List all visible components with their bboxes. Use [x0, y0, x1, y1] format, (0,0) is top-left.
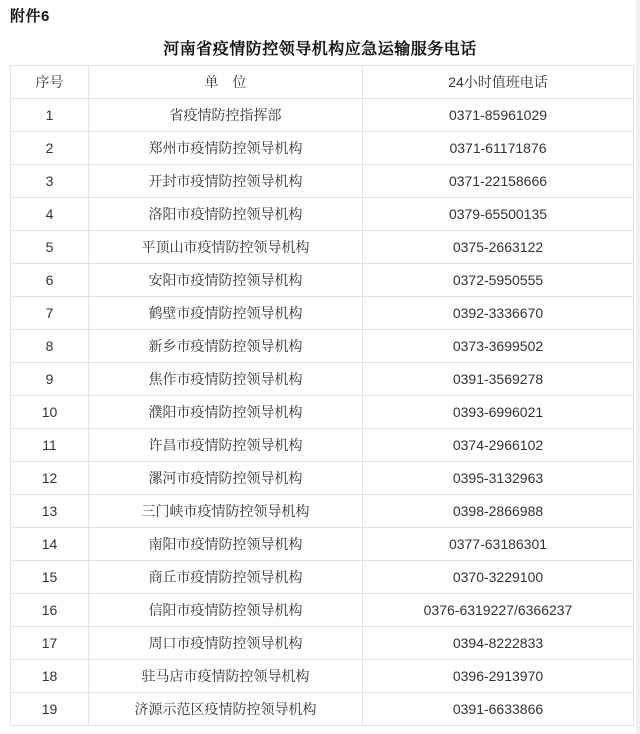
cell-unit: 洛阳市疫情防控领导机构: [89, 198, 363, 231]
cell-unit: 信阳市疫情防控领导机构: [89, 594, 363, 627]
table-row: [11, 363, 634, 396]
cell-serial-number: 13: [11, 495, 89, 528]
cell-duty-phone: 0377-63186301: [363, 528, 634, 561]
table-row: [11, 231, 634, 264]
cell-unit: 周口市疫情防控领导机构: [89, 627, 363, 660]
cell-serial-number: 16: [11, 594, 89, 627]
cell-duty-phone: 0372-5950555: [363, 264, 634, 297]
cell-duty-phone: 0398-2866988: [363, 495, 634, 528]
cell-duty-phone: 0391-3569278: [363, 363, 634, 396]
cell-unit: 漯河市疫情防控领导机构: [89, 462, 363, 495]
cell-duty-phone: 0392-3336670: [363, 297, 634, 330]
cell-serial-number: 14: [11, 528, 89, 561]
cell-duty-phone: 0374-2966102: [363, 429, 634, 462]
table-row: [11, 264, 634, 297]
cell-duty-phone: 0395-3132963: [363, 462, 634, 495]
table-row: [11, 198, 634, 231]
cell-unit: 驻马店市疫情防控领导机构: [89, 660, 363, 693]
cell-unit: 新乡市疫情防控领导机构: [89, 330, 363, 363]
header-duty-phone: 24小时值班电话: [363, 66, 634, 99]
cell-unit: 安阳市疫情防控领导机构: [89, 264, 363, 297]
cell-serial-number: 3: [11, 165, 89, 198]
cell-serial-number: 5: [11, 231, 89, 264]
cell-duty-phone: 0371-61171876: [363, 132, 634, 165]
cell-serial-number: 15: [11, 561, 89, 594]
cell-duty-phone: 0371-22158666: [363, 165, 634, 198]
cell-duty-phone: 0379-65500135: [363, 198, 634, 231]
header-serial-number: 序号: [11, 66, 89, 99]
table-row: [11, 627, 634, 660]
cell-duty-phone: 0373-3699502: [363, 330, 634, 363]
table-row: [11, 429, 634, 462]
cell-unit: 开封市疫情防控领导机构: [89, 165, 363, 198]
cell-serial-number: 17: [11, 627, 89, 660]
cell-duty-phone: 0375-2663122: [363, 231, 634, 264]
table-header-row: [11, 66, 634, 99]
cell-duty-phone: 0396-2913970: [363, 660, 634, 693]
cell-duty-phone: 0394-8222833: [363, 627, 634, 660]
cell-serial-number: 10: [11, 396, 89, 429]
cell-serial-number: 7: [11, 297, 89, 330]
cell-duty-phone: 0370-3229100: [363, 561, 634, 594]
table-row: [11, 132, 634, 165]
table-row: [11, 528, 634, 561]
cell-serial-number: 8: [11, 330, 89, 363]
page-title: 河南省疫情防控领导机构应急运输服务电话: [163, 41, 477, 58]
cell-serial-number: 2: [11, 132, 89, 165]
cell-serial-number: 19: [11, 693, 89, 726]
cell-serial-number: 11: [11, 429, 89, 462]
cell-unit: 南阳市疫情防控领导机构: [89, 528, 363, 561]
cell-duty-phone: 0371-85961029: [363, 99, 634, 132]
table-row: [11, 561, 634, 594]
cell-duty-phone: 0391-6633866: [363, 693, 634, 726]
table-row: [11, 330, 634, 363]
cell-unit: 省疫情防控指挥部: [89, 99, 363, 132]
cell-unit: 许昌市疫情防控领导机构: [89, 429, 363, 462]
table-row: [11, 495, 634, 528]
cell-serial-number: 18: [11, 660, 89, 693]
table-row: [11, 396, 634, 429]
header-unit: 单 位: [89, 66, 363, 99]
image-edge-strip: [636, 0, 640, 734]
table-row: [11, 165, 634, 198]
cell-unit: 济源示范区疫情防控领导机构: [89, 693, 363, 726]
cell-serial-number: 12: [11, 462, 89, 495]
cell-serial-number: 4: [11, 198, 89, 231]
cell-unit: 商丘市疫情防控领导机构: [89, 561, 363, 594]
table-row: [11, 297, 634, 330]
cell-duty-phone: 0376-6319227/6366237: [363, 594, 634, 627]
table-row: [11, 693, 634, 726]
cell-unit: 濮阳市疫情防控领导机构: [89, 396, 363, 429]
cell-serial-number: 9: [11, 363, 89, 396]
cell-unit: 平顶山市疫情防控领导机构: [89, 231, 363, 264]
cell-serial-number: 6: [11, 264, 89, 297]
phone-table: [10, 65, 634, 726]
table-row: [11, 594, 634, 627]
cell-duty-phone: 0393-6996021: [363, 396, 634, 429]
cell-unit: 三门峡市疫情防控领导机构: [89, 495, 363, 528]
table-row: [11, 462, 634, 495]
cell-unit: 焦作市疫情防控领导机构: [89, 363, 363, 396]
table-row: [11, 99, 634, 132]
cell-unit: 鹤壁市疫情防控领导机构: [89, 297, 363, 330]
attachment-label: 附件6: [10, 8, 50, 25]
cell-unit: 郑州市疫情防控领导机构: [89, 132, 363, 165]
cell-serial-number: 1: [11, 99, 89, 132]
table-row: [11, 660, 634, 693]
